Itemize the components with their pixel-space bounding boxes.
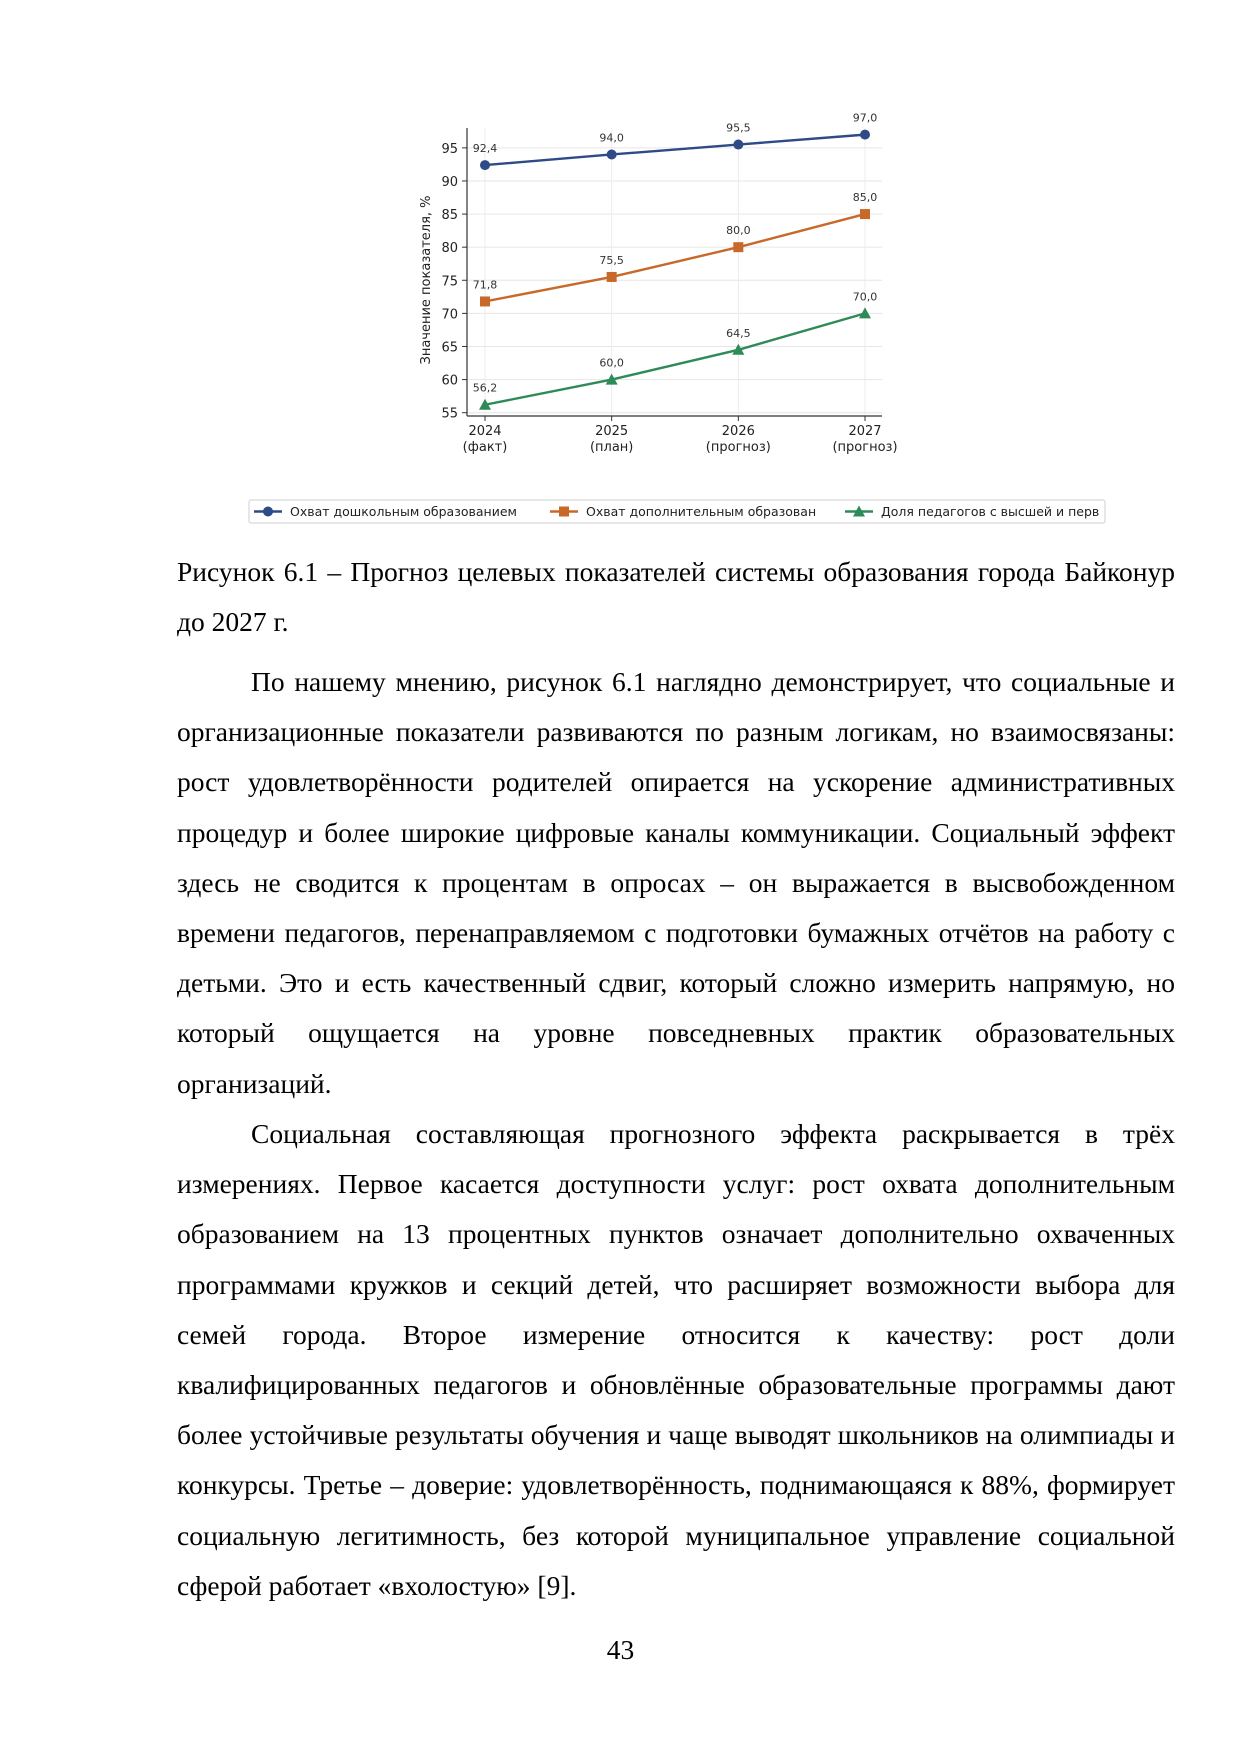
series-3: [473, 290, 878, 409]
data-label: 85,0: [852, 191, 878, 205]
legend-label: Охват дошкольным образованием: [290, 504, 517, 519]
data-point: [263, 507, 273, 517]
x-tick-label: (факт): [462, 440, 508, 455]
chart-series: [473, 112, 878, 410]
x-tick-label: 2024: [468, 424, 502, 439]
chart-axes: [462, 128, 882, 421]
data-point: [860, 130, 870, 140]
data-point: [733, 140, 743, 150]
chart-grid: [467, 128, 882, 416]
body-paragraph-2: Социальная составляющая прогнозного эффекта раскрывается в трёх измерениях. Первое касается доступности услуг: рост охвата дополнительным образованием на 13 процентных пунктов означает дополнительно охваченных программами кружков и секций детей, что расширяет возможности выбора для семей города. Второе измерение относится к качеству: рост доли квалифицированных педагогов и обновлённые образовательные программы дают более устойчивые результаты обучения и чаще выводят школьников на олимпиады и конкурсы. Третье – доверие: удовлетворённость, поднимающаяся к 88%, формирует социальную легитимность, без которой муниципальное управление социальной сферой работает «вхолостую» [9].: [177, 1118, 1175, 1601]
data-label: 60,0: [599, 356, 624, 370]
y-axis-label: Значение показателя, %: [419, 195, 434, 365]
data-label: 64,5: [726, 326, 751, 340]
data-label: 70,0: [852, 290, 878, 304]
y-tick-label: 80: [441, 241, 458, 257]
series-line: [485, 135, 865, 165]
y-tick-label: 65: [441, 340, 458, 356]
body-paragraph-1: По нашему мнению, рисунок 6.1 наглядно демонстрирует, что социальные и организационные показатели развиваются по разным логикам, но взаимосвязаны: рост удовлетворённости родителей опирается на ускорение административных процедур и более широкие цифровые каналы коммуникации. Социальный эффект здесь не сводится к процентам в опросах – он выражается в высвобожденном времени педагогов, перенаправляемом с подготовки бумажных отчётов на работу с детьми. Это и есть качественный сдвиг, который сложно измерить напрямую, но который ощущается на уровне повседневных практик образовательных организаций.: [177, 666, 1175, 1099]
x-tick-label: (прогноз): [832, 440, 898, 455]
x-tick-label: (прогноз): [705, 440, 771, 455]
data-point: [607, 272, 617, 282]
data-label: 97,0: [852, 111, 878, 125]
data-point: [480, 160, 490, 170]
figure-caption: Рисунок 6.1 – Прогноз целевых показателей системы образования города Байконур до 2027 г.: [177, 556, 1175, 637]
y-tick-label: 70: [441, 307, 458, 323]
data-label: 80,0: [726, 224, 751, 238]
data-label: 56,2: [472, 381, 498, 395]
chart-legend: [249, 500, 1105, 523]
x-tick-labels: [463, 424, 898, 455]
data-point: [480, 296, 490, 306]
x-tick-label: (план): [589, 440, 634, 455]
page-number: 43: [606, 1634, 635, 1665]
data-point: [607, 149, 617, 159]
y-tick-labels: [441, 142, 458, 422]
data-point: [733, 242, 743, 252]
data-label: 71,8: [472, 278, 498, 292]
x-tick-label: 2025: [595, 424, 629, 439]
y-tick-label: 90: [441, 174, 458, 190]
legend-label: Охват дополнительным образован: [586, 504, 817, 519]
data-label: 94,0: [599, 131, 624, 145]
legend-label: Доля педагогов с высшей и перв: [881, 504, 1100, 519]
y-tick-label: 85: [441, 208, 458, 224]
x-tick-label: 2026: [721, 424, 755, 439]
y-tick-label: 75: [441, 274, 458, 290]
data-label: 95,5: [726, 121, 751, 135]
y-tick-label: 95: [441, 141, 458, 157]
series-1: [473, 112, 878, 170]
line-chart: [0, 0, 1241, 540]
data-label: 75,5: [599, 253, 624, 267]
y-tick-label: 55: [441, 406, 458, 422]
legend-item: [550, 504, 816, 519]
series-line: [485, 214, 865, 301]
legend-item: [254, 504, 517, 519]
data-point: [559, 507, 569, 517]
y-tick-label: 60: [441, 373, 458, 389]
series-line: [485, 313, 865, 404]
legend-item: [845, 504, 1099, 519]
series-2: [473, 191, 878, 306]
data-label: 92,4: [472, 142, 498, 156]
x-tick-label: 2027: [848, 424, 882, 439]
data-point: [860, 209, 870, 219]
